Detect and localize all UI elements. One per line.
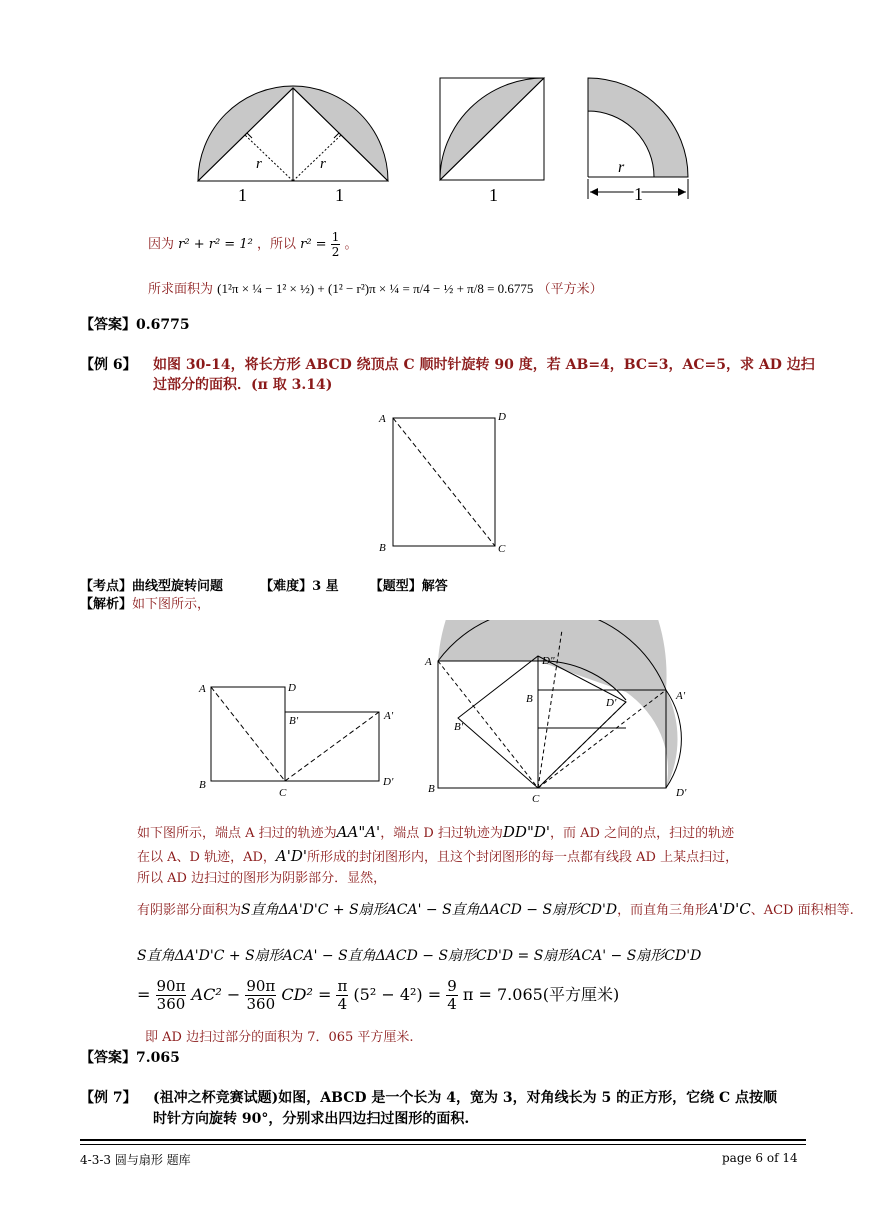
footer-right: page 6 of 14 (722, 1151, 798, 1165)
label-one-right: 1 (335, 185, 344, 205)
formula-line-1: S直角ΔA'D'C + S扇形ACA' − S直角ΔACD − S扇形CD'D = S扇形ACA' − S扇形CD'D (137, 948, 702, 964)
calc-line-1 (148, 230, 358, 259)
conclusion: 即 AD 边扫过部分的面积为 7．065 平方厘米. (145, 1030, 414, 1045)
label-B: B (526, 693, 533, 705)
label-A: A (199, 683, 206, 695)
label-A-prime: A' (384, 710, 394, 722)
label-A: A (379, 413, 386, 425)
jiexi-line: 【解析】如下图所示， (80, 597, 211, 612)
answer-value: 0.6775 (136, 317, 190, 333)
label-B-prime: B' (454, 721, 464, 733)
example7-line2: 时针方向旋转 90°，分别求出四边扫过图形的面积. (153, 1111, 470, 1127)
label-r-right: r (320, 156, 326, 172)
calc-text: 。 (344, 237, 358, 252)
label-B: B (199, 779, 206, 791)
figure-quarter-segment (432, 75, 547, 205)
sol-para-1: 如下图所示，端点 A 扫过的轨迹为AA"A'，端点 D 扫过轨迹为DD"D'，而 AD 之间的点，扫过的轨迹 (137, 823, 735, 841)
calc-text: ，所以 (256, 237, 296, 252)
label-D: D (498, 411, 506, 423)
label-D-prime-bottom: D' (676, 787, 687, 799)
calc-unit: （平方米） (537, 282, 603, 297)
sol-para-2: 在以 A、D 轨迹，AD，A'D'所形成的封闭图形内，且这个封闭图形的每一点都有线段 AD 上某点扫过， (137, 847, 739, 865)
figure-rectangle-abcd (375, 408, 515, 558)
example7-label: 【例 7】 (80, 1090, 137, 1106)
label-C: C (498, 543, 506, 555)
calc-line-2 (148, 278, 603, 297)
sol-para-3: 所以 AD 边扫过的图形为阴影部分．显然， (137, 871, 387, 886)
footer-rule (80, 1139, 806, 1141)
calc-text: 因为 (148, 237, 175, 252)
formula-line-2: = $\frac{90\pi}{360}$ AC² − $\frac{90\pi}{360}$ CD² = $\frac{\pi}{4}$ (5² − 4²) = $\frac{9}{4}$ π = 7.065(平方厘米) (137, 977, 620, 1013)
label-C: C (532, 793, 540, 805)
label-D-double-prime: D" (542, 655, 555, 667)
label-D: D (288, 682, 296, 694)
label-C: C (279, 787, 287, 799)
answer-1 (80, 314, 190, 334)
label-A: A (425, 656, 432, 668)
footer-rule-thin (80, 1144, 806, 1145)
example6-label: 【例 6】 (80, 357, 137, 373)
label-B-prime: B' (289, 715, 299, 727)
label-A-prime: A' (676, 690, 686, 702)
label-D-prime: D' (606, 697, 617, 709)
example6-line2: 过部分的面积．(π 取 3.14) (153, 377, 333, 393)
label-r-left: r (256, 156, 262, 172)
meta-line: 【考点】曲线型旋转问题 【难度】3 星 【题型】解答 (80, 579, 448, 594)
label-one: 1 (489, 185, 498, 205)
figure-semicircle (190, 80, 395, 205)
calc-expr: r² + r² = 1² (178, 237, 253, 252)
calc-expr: (1²π × ¼ − 1² × ½) + (1² − r²)π × ¼ = π/4 − ½ + π/8 = 0.6775 (217, 281, 534, 296)
example7-line1: (祖冲之杯竞赛试题)如图，ABCD 是一个长为 4，宽为 3，对角线长为 5 的正方形，它绕 C 点按顺 (153, 1090, 777, 1106)
answer-2: 【答案】7.065 (80, 1050, 180, 1066)
figure-solution-left (195, 675, 405, 805)
label-one: 1 (634, 184, 643, 204)
fraction-half: $\frac{1}{2}$ (331, 230, 340, 259)
label-B: B (379, 542, 386, 554)
example6-line1: 如图 30-14，将长方形 ABCD 绕顶点 C 顺时针旋转 90 度，若 AB=4，BC=3，AC=5，求 AD 边扫 (153, 357, 815, 373)
label-D-prime: D' (383, 776, 394, 788)
footer-left: 4-3-3 圆与扇形 题库 (80, 1153, 191, 1167)
label-r: r (618, 159, 625, 176)
calc-text: 所求面积为 (148, 282, 214, 297)
sol-para-4: 有阴影部分面积为S直角ΔA'D'C + S扇形ACA' − S直角ΔACD − S扇形CD'D，而直角三角形A'D'C、ACD 面积相等. (137, 900, 854, 918)
label-B-bottom: B (428, 783, 435, 795)
figure-solution-right (420, 620, 700, 805)
figure-ring-quarter (580, 75, 695, 205)
label-one-left: 1 (238, 185, 247, 205)
calc-expr: r² = (300, 237, 327, 252)
answer-label: 【答案】 (80, 317, 136, 333)
